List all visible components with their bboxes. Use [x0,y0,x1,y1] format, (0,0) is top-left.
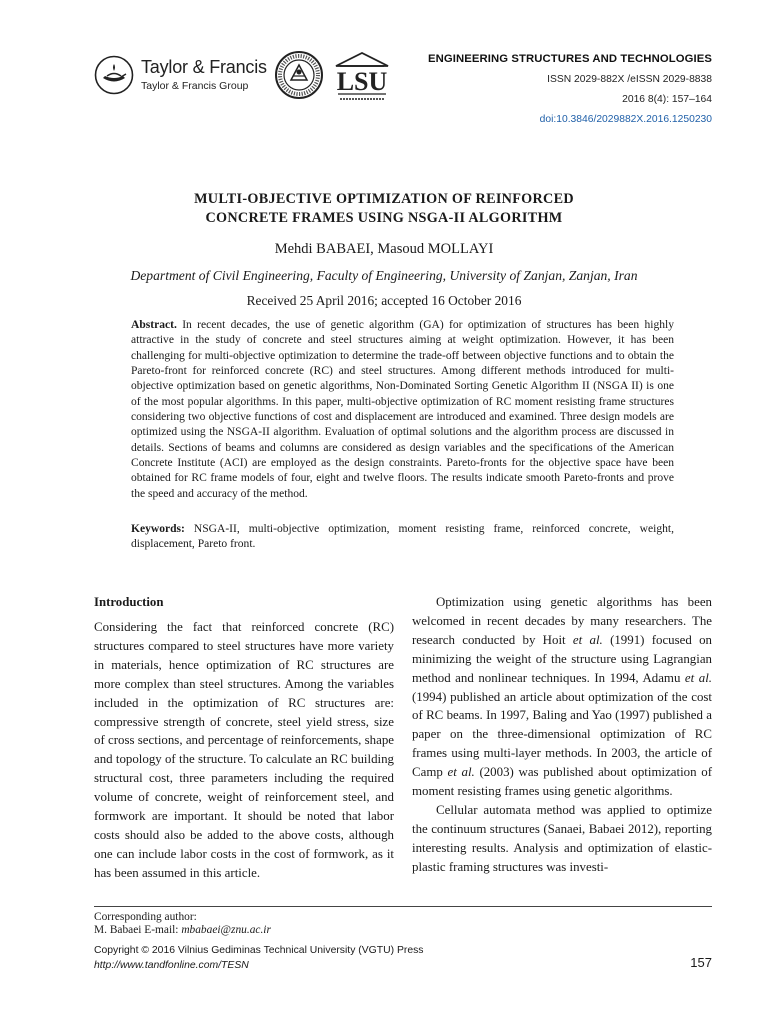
taylor-francis-logo [94,53,267,97]
journal-url-link[interactable]: http://www.tandfonline.com/TESN [94,960,249,971]
author-email-link[interactable]: mbabaei@znu.ac.ir [181,924,271,936]
issn: ISSN 2029-882X /eISSN 2029-8838 [547,74,712,85]
authors: Mehdi BABAEI, Masoud MOLLAYI [274,241,494,257]
intro-paragraph: Considering the fact that reinforced concrete (RC) structures compared to steel structures have more variety in materials, hence optimization of RC structures are more complex than steel structures. Among the variables included in the optimization of RC structures are: compressive strength of concrete, steel yield stress, size of cross sections, and percentage of reinforcements, shape and topology of the structure. To calculate an RC building structural cost, three parameters including the required volume of concrete, weight of reinforcement steel, and formwork are important. It should be noted that labor costs should also be added to the above costs, although one can include labor costs in the cost of formwork, as it has been assumed in this article. [94,620,394,880]
abstract-label: Abstract. [131,319,177,331]
paper-title [0,190,768,228]
right-column [412,593,712,877]
lamp-emblem-icon [94,55,134,95]
keywords-text: NSGA-II, multi-objective optimization, moment resisting frame, reinforced concrete, weight, displacement, Pareto front. [131,523,674,551]
publisher-name: Taylor & Francis [141,57,267,77]
section-heading-introduction: Introduction [94,595,164,609]
journal-info [428,53,712,125]
keywords [131,522,674,553]
title-line-2: CONCRETE FRAMES USING NSGA-II ALGORITHM [205,210,563,226]
footnote-divider [94,906,712,907]
journal-name: ENGINEERING STRUCTURES AND TECHNOLOGIES [427,53,712,65]
doi-link[interactable]: doi:10.3846/2029882X.2016.1250230 [539,114,712,125]
abstract [131,318,674,502]
university-seal-icon [274,50,324,100]
received-dates: Received 25 April 2016; accepted 16 October 2016 [246,293,522,308]
abstract-text: In recent decades, the use of genetic algorithm (GA) for optimization of structures has been highly attractive in the study of concrete and steel structures aiming at weight optimization. However, it has been challenging for multi-objective optimization to determine the trade-off between objective functions and to obtain the Pareto-front for reinforced concrete (RC) and steel structures. Among different methods introduced for multi-objective optimization based on genetic algorithms, Non-Dominated Sorting Genetic Algorithm II (NSGA II) is one of the most popular algorithms. In this paper, multi-objective optimization of RC moment resisting frame structures considering two objective functions of cost and displacement are introduced and examined. Three design models are optimized using the NSGA-II algorithm. Evaluation of optimal solutions and the algorithm process are discussed in details. Sections of beams and columns are considered as design variables and the specifications of the American Concrete Institute (ACI) are employed as the design constraints. Pareto-fronts for the objective space have been obtained for RC frame models of four, eight and twelve floors. The results indicate smooth Pareto-fronts and prove the speed and accuracy of the method. [131,319,674,500]
copyright-notice: Copyright © 2016 Vilnius Gediminas Technical University (VGTU) Press [94,945,424,956]
keywords-label: Keywords: [131,523,185,535]
volume-pages: 2016 8(4): 157–164 [622,94,712,105]
left-column [94,618,394,883]
affiliation: Department of Civil Engineering, Faculty of Engineering, University of Zanjan, Zanjan, Iran [130,268,638,283]
title-line-1: MULTI-OBJECTIVE OPTIMIZATION OF REINFORCED [194,191,574,207]
svg-text:LSU: LSU [336,67,388,96]
body-paragraph-2: Cellular automata method was applied to optimize the continuum structures (Sanaei, Babaei 2012), reporting interesting results. Analysis and optimization of elastic-plastic framing structures was investi- [412,802,712,874]
publisher-group: Taylor & Francis Group [141,80,249,92]
body-paragraph-1: Optimization using genetic algorithms has been welcomed in recent decades by many researchers. The research conducted by Hoit et al. (1991) focused on minimizing the weight of the structure using Lagrangian method and nonlinear techniques. In 1994, Adamu et al. (1994) published an article about optimization of the cost of RC beams. In 1997, Baling and Yao (1997) published a paper on the three-dimensional optimization of RC frames using multi-layer methods. In 2003, the article of Camp et al. (2003) was published about optimization of moment resisting frames using genetic algorithms. [412,595,713,799]
corresponding-author-contact: M. Babaei E-mail: mbabaei@znu.ac.ir [94,924,271,936]
scientists-union-logo-icon [330,50,394,104]
page-number: 157 [690,955,712,970]
corresponding-author-label: Corresponding author: [94,911,197,923]
